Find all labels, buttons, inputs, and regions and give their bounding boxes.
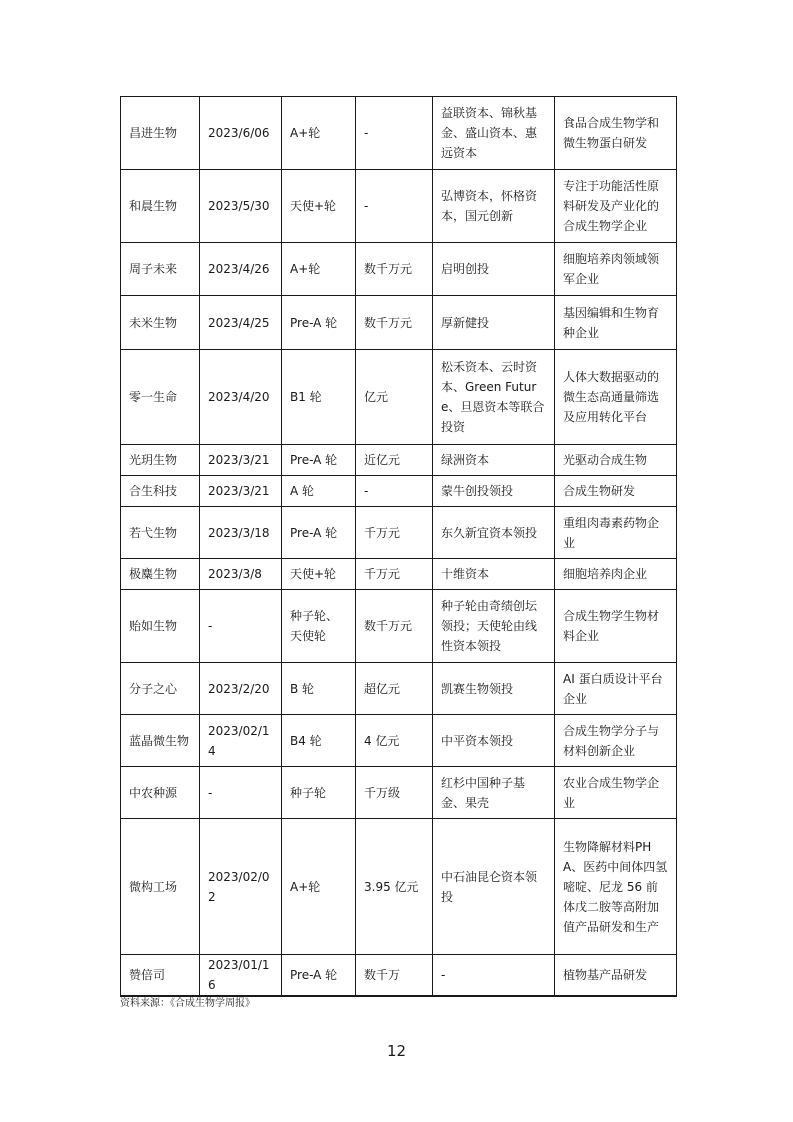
table-row	[121, 476, 677, 507]
business-cell: 细胞培养肉企业	[555, 559, 677, 590]
investors-cell: 厚新健投	[433, 296, 555, 350]
page-number: 12	[386, 1042, 407, 1060]
investors-cell: 东久新宜资本领投	[433, 507, 555, 559]
amount-cell: -	[356, 170, 433, 243]
business-cell: 专注于功能活性原料研发及产业化的合成生物学企业	[555, 170, 677, 243]
table-row	[121, 767, 677, 819]
business-cell: 食品合成生物学和微生物蛋白研发	[555, 97, 677, 170]
investors-cell: 益联资本、锦秋基金、盛山资本、惠远资本	[433, 97, 555, 170]
business-cell: 重组肉毒素药物企业	[555, 507, 677, 559]
table-row	[121, 445, 677, 476]
date-cell: 2023/02/02	[200, 819, 282, 955]
table-row	[121, 715, 677, 767]
date-cell: -	[200, 767, 282, 819]
company-cell: 贻如生物	[121, 590, 200, 663]
amount-cell: 千万元	[356, 559, 433, 590]
business-cell: 合成生物研发	[555, 476, 677, 507]
date-cell: 2023/3/21	[200, 445, 282, 476]
company-cell: 零一生命	[121, 350, 200, 445]
table-row	[121, 590, 677, 663]
round-cell: 种子轮、天使轮	[282, 590, 356, 663]
date-cell: 2023/4/26	[200, 243, 282, 296]
amount-cell: 亿元	[356, 350, 433, 445]
date-cell: 2023/5/30	[200, 170, 282, 243]
amount-cell: 数千万	[356, 955, 433, 997]
round-cell: A+轮	[282, 97, 356, 170]
amount-cell: 千万级	[356, 767, 433, 819]
amount-cell: 近亿元	[356, 445, 433, 476]
date-cell: -	[200, 590, 282, 663]
table-row	[121, 97, 677, 170]
round-cell: B 轮	[282, 663, 356, 715]
date-cell: 2023/2/20	[200, 663, 282, 715]
round-cell: A+轮	[282, 819, 356, 955]
business-cell: 光驱动合成生物	[555, 445, 677, 476]
amount-cell: 数千万元	[356, 243, 433, 296]
table-row	[121, 559, 677, 590]
investors-cell: 十维资本	[433, 559, 555, 590]
company-cell: 蓝晶微生物	[121, 715, 200, 767]
company-cell: 若弋生物	[121, 507, 200, 559]
company-cell: 昌进生物	[121, 97, 200, 170]
company-cell: 未米生物	[121, 296, 200, 350]
company-cell: 光玥生物	[121, 445, 200, 476]
amount-cell: 3.95 亿元	[356, 819, 433, 955]
investors-cell: 红杉中国种子基金、果壳	[433, 767, 555, 819]
business-cell: 植物基产品研发	[555, 955, 677, 997]
round-cell: 种子轮	[282, 767, 356, 819]
business-cell: AI 蛋白质设计平台企业	[555, 663, 677, 715]
date-cell: 2023/01/16	[200, 955, 282, 997]
date-cell: 2023/02/14	[200, 715, 282, 767]
amount-cell: 数千万元	[356, 590, 433, 663]
round-cell: Pre-A 轮	[282, 507, 356, 559]
business-cell: 细胞培养肉领域领军企业	[555, 243, 677, 296]
date-cell: 2023/4/25	[200, 296, 282, 350]
date-cell: 2023/3/21	[200, 476, 282, 507]
table-row	[121, 350, 677, 445]
investors-cell: 中平资本领投	[433, 715, 555, 767]
table-row	[121, 296, 677, 350]
company-cell: 赞倍司	[121, 955, 200, 997]
funding-table-wrapper	[120, 96, 676, 997]
investors-cell: 种子轮由奇绩创坛领投；天使轮由线性资本领投	[433, 590, 555, 663]
investors-cell: 凯赛生物领投	[433, 663, 555, 715]
date-cell: 2023/6/06	[200, 97, 282, 170]
funding-table	[120, 96, 677, 997]
round-cell: 天使+轮	[282, 170, 356, 243]
investors-cell: 中石油昆仑资本领投	[433, 819, 555, 955]
date-cell: 2023/3/18	[200, 507, 282, 559]
round-cell: Pre-A 轮	[282, 955, 356, 997]
round-cell: 天使+轮	[282, 559, 356, 590]
investors-cell: -	[433, 955, 555, 997]
company-cell: 和晨生物	[121, 170, 200, 243]
round-cell: B4 轮	[282, 715, 356, 767]
round-cell: Pre-A 轮	[282, 296, 356, 350]
amount-cell: 4 亿元	[356, 715, 433, 767]
amount-cell: -	[356, 476, 433, 507]
investors-cell: 启明创投	[433, 243, 555, 296]
table-row	[121, 955, 677, 997]
company-cell: 周子未来	[121, 243, 200, 296]
amount-cell: 超亿元	[356, 663, 433, 715]
company-cell: 分子之心	[121, 663, 200, 715]
table-row	[121, 170, 677, 243]
date-cell: 2023/3/8	[200, 559, 282, 590]
round-cell: Pre-A 轮	[282, 445, 356, 476]
investors-cell: 蒙牛创投领投	[433, 476, 555, 507]
source-note: 资料来源：《合成生物学周报》	[120, 998, 255, 1009]
business-cell: 农业合成生物学企业	[555, 767, 677, 819]
amount-cell: 数千万元	[356, 296, 433, 350]
amount-cell: -	[356, 97, 433, 170]
company-cell: 合生科技	[121, 476, 200, 507]
round-cell: B1 轮	[282, 350, 356, 445]
round-cell: A 轮	[282, 476, 356, 507]
table-row	[121, 243, 677, 296]
company-cell: 微构工场	[121, 819, 200, 955]
date-cell: 2023/4/20	[200, 350, 282, 445]
table-row	[121, 507, 677, 559]
business-cell: 人体大数据驱动的微生态高通量筛选及应用转化平台	[555, 350, 677, 445]
table-row	[121, 819, 677, 955]
business-cell: 合成生物学分子与材料创新企业	[555, 715, 677, 767]
investors-cell: 松禾资本、云时资本、Green Future、旦恩资本等联合投资	[433, 350, 555, 445]
investors-cell: 弘博资本，怀格资本，国元创新	[433, 170, 555, 243]
investors-cell: 绿洲资本	[433, 445, 555, 476]
business-cell: 合成生物学生物材料企业	[555, 590, 677, 663]
company-cell: 极麋生物	[121, 559, 200, 590]
round-cell: A+轮	[282, 243, 356, 296]
company-cell: 中农种源	[121, 767, 200, 819]
amount-cell: 千万元	[356, 507, 433, 559]
table-row	[121, 663, 677, 715]
business-cell: 基因编辑和生物育种企业	[555, 296, 677, 350]
business-cell: 生物降解材料PHA、医药中间体四氢嘧啶、尼龙 56 前体戊二胺等高附加值产品研发和生产	[555, 819, 677, 955]
